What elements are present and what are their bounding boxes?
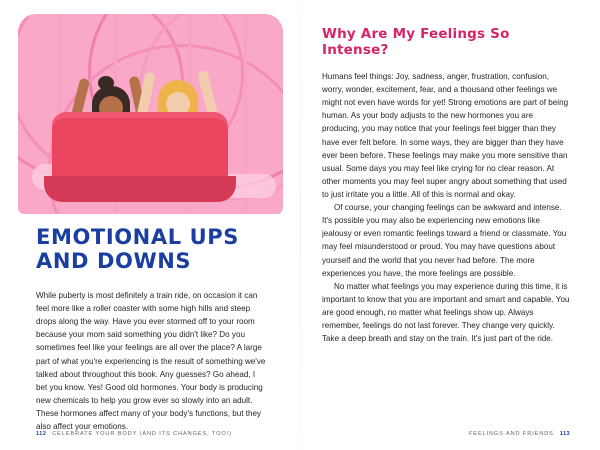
page-number: 113 — [559, 431, 570, 437]
paragraph: No matter what feelings you may experience during this time, it is important to know that you are important and smart and capable. You are good enough, no matter what feelings show up. Always remember, feelings do not last forever. They change very quickly. Take a deep breath and stay on the train. It's just part of the ride. — [322, 281, 570, 344]
roller-coaster-illustration — [0, 0, 300, 222]
coaster-cart-base — [44, 176, 236, 202]
left-page-body — [36, 289, 266, 433]
right-page — [300, 0, 600, 450]
left-page-content — [0, 226, 300, 433]
right-page-body — [322, 70, 570, 345]
book-gutter — [300, 0, 301, 450]
running-head: CELEBRATE YOUR BODY (AND ITS CHANGES, TOO!) — [52, 431, 232, 437]
right-page-footer — [469, 431, 570, 437]
paragraph: Of course, your changing feelings can be awkward and intense. It's possible you may also be experiencing new emotions like jealousy or even romantic feelings toward a friend or classmate. You may feel misunderstood or proud. You may have questions about yourself and the world that you never had before. The more experiences you have, the more feelings are possible. — [322, 203, 567, 278]
paragraph: While puberty is most definitely a train ride, on occasion it can feel more like a roller coaster with some high hills and steep drops along the way. Have you ever stormed off to your room because your mom said something you didn't like? Do you sometimes feel like your feelings are all over the place? A large part of what you're experiencing is the result of something we've talked about throughout this book. Any guesses? Go ahead, I bet you know. Yes! Good old hormones. Your body is producing new chemicals to help you grow ever so slowly into an adult. These hormones affect many of your body's functions, but they also affect your emotions. — [36, 291, 266, 432]
section-heading: Why Are My Feelings So Intense? — [322, 26, 510, 58]
paragraph: Humans feel things: Joy, sadness, anger, frustration, confusion, worry, wonder, excitement, fear, and a thousand other feelings we might not even have words for yet! Strong emotions are part of being human. As your body adjusts to the new hormones you are producing, you may notice that your feelings feel bigger than they have ever felt before. In some ways, they are bigger than they have ever been before. These feelings may make you more sensitive than usual. Some days you may feel like crying for no clear reason. At other moments you may feel super angry about something that used to just irritate you a little. All of this is normal and okay. — [322, 72, 569, 199]
page-number: 112 — [36, 431, 47, 437]
running-head: FEELINGS AND FRIENDS — [468, 431, 554, 437]
left-page-footer — [36, 431, 232, 437]
chapter-title: EMOTIONAL UPS AND DOWNS — [36, 225, 239, 273]
